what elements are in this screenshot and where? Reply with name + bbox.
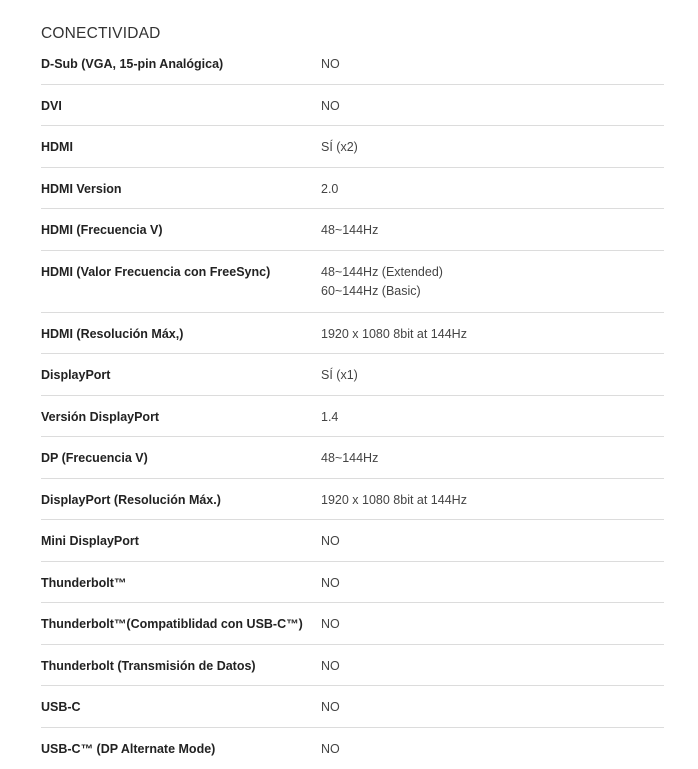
spec-label: Thunderbolt™(Compatiblidad con USB-C™) <box>41 616 321 635</box>
spec-value: NO <box>321 657 664 677</box>
spec-row-dsub <box>41 43 664 85</box>
spec-value-line: 48~144Hz (Extended) <box>321 263 664 282</box>
spec-label: Mini DisplayPort <box>41 533 321 552</box>
spec-row-thunderbolt-usbc <box>41 603 664 645</box>
spec-value: NO <box>321 740 664 761</box>
spec-value: 48~144Hz <box>321 221 664 241</box>
spec-row-hdmi-version <box>41 168 664 210</box>
spec-value: NO <box>321 574 664 594</box>
spec-row-displayport <box>41 354 664 396</box>
spec-row-hdmi-max-resolution <box>41 313 664 355</box>
spec-value: SÍ (x1) <box>321 366 664 386</box>
spec-value: NO <box>321 698 664 718</box>
spec-row-hdmi <box>41 126 664 168</box>
spec-value: NO <box>321 615 664 635</box>
spec-label: Thunderbolt (Transmisión de Datos) <box>41 658 321 677</box>
spec-label: HDMI (Frecuencia V) <box>41 222 321 241</box>
spec-row-usbc <box>41 686 664 728</box>
spec-label: HDMI (Resolución Máx,) <box>41 326 321 345</box>
spec-label: DisplayPort (Resolución Máx.) <box>41 492 321 511</box>
spec-row-usbc-dp-alt <box>41 728 664 769</box>
spec-label: DP (Frecuencia V) <box>41 450 321 469</box>
spec-table <box>41 43 664 769</box>
spec-label: D-Sub (VGA, 15-pin Analógica) <box>41 56 321 75</box>
spec-row-hdmi-frequency <box>41 209 664 251</box>
spec-value: 2.0 <box>321 180 664 200</box>
spec-value: SÍ (x2) <box>321 138 664 158</box>
spec-row-hdmi-freesync <box>41 251 664 313</box>
spec-label: HDMI <box>41 139 321 158</box>
spec-row-displayport-version <box>41 396 664 438</box>
spec-row-thunderbolt-data <box>41 645 664 687</box>
spec-value <box>321 263 664 303</box>
spec-label: DVI <box>41 98 321 117</box>
spec-value-line: 60~144Hz (Basic) <box>321 282 664 301</box>
spec-value: NO <box>321 532 664 552</box>
spec-value: 1.4 <box>321 408 664 428</box>
spec-value: NO <box>321 97 664 117</box>
spec-value: 48~144Hz <box>321 449 664 469</box>
spec-label: USB-C <box>41 699 321 718</box>
spec-row-displayport-max-resolution <box>41 479 664 521</box>
spec-label: DisplayPort <box>41 367 321 386</box>
spec-label: Thunderbolt™ <box>41 575 321 594</box>
spec-row-mini-displayport <box>41 520 664 562</box>
spec-label: USB-C™ (DP Alternate Mode) <box>41 741 321 761</box>
spec-value: NO <box>321 55 664 75</box>
spec-row-dvi <box>41 85 664 127</box>
spec-label: HDMI Version <box>41 181 321 200</box>
spec-value: 1920 x 1080 8bit at 144Hz <box>321 491 664 511</box>
spec-value: 1920 x 1080 8bit at 144Hz <box>321 325 664 345</box>
spec-label: Versión DisplayPort <box>41 409 321 428</box>
spec-label: HDMI (Valor Frecuencia con FreeSync) <box>41 264 321 303</box>
section-title: CONECTIVIDAD <box>41 25 161 43</box>
spec-row-dp-frequency <box>41 437 664 479</box>
spec-row-thunderbolt <box>41 562 664 604</box>
